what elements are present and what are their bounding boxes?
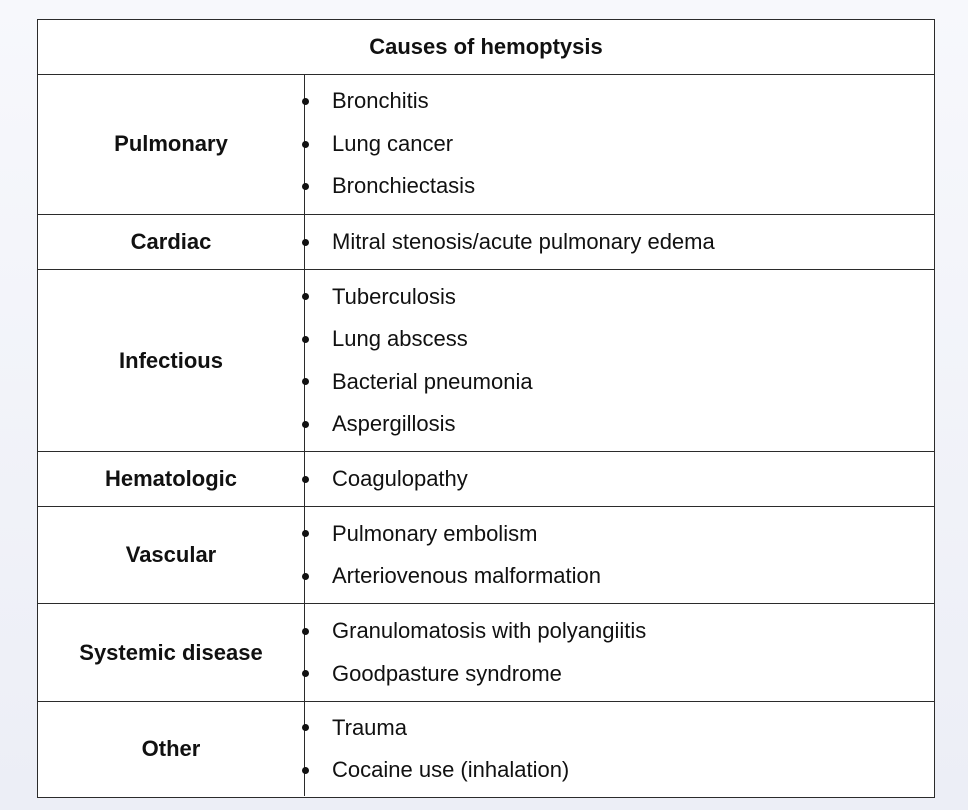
list-item bbox=[305, 403, 934, 446]
list-item bbox=[305, 276, 934, 319]
item-text: Arteriovenous malformation bbox=[332, 563, 602, 588]
category-cell: Other bbox=[38, 702, 305, 796]
list-item bbox=[305, 318, 934, 361]
list-item bbox=[305, 361, 934, 404]
bullet-icon bbox=[302, 724, 309, 731]
list-item bbox=[305, 610, 934, 653]
item-text: Bronchitis bbox=[332, 88, 429, 114]
bullet-icon bbox=[302, 476, 309, 483]
items-cell bbox=[305, 452, 934, 506]
table-row-vascular bbox=[38, 507, 934, 604]
list-item bbox=[305, 123, 934, 166]
items-cell bbox=[305, 74, 934, 214]
list-item bbox=[305, 707, 934, 750]
bullet-icon bbox=[302, 421, 309, 428]
item-text: Cocaine use (inhalation) bbox=[332, 757, 570, 782]
list-item bbox=[305, 458, 934, 501]
items-cell bbox=[305, 507, 934, 603]
category-cell: Pulmonary bbox=[38, 74, 305, 214]
list-item bbox=[305, 513, 934, 556]
list-item bbox=[305, 165, 934, 208]
bullet-icon bbox=[302, 767, 309, 774]
list-item bbox=[305, 80, 934, 123]
item-text: Trauma bbox=[332, 714, 407, 740]
hemoptysis-causes-table bbox=[37, 19, 935, 798]
item-text: Aspergillosis bbox=[332, 411, 456, 436]
item-text: Granulomatosis with polyangiitis bbox=[332, 618, 647, 643]
list-item bbox=[305, 749, 934, 792]
table-row-cardiac bbox=[38, 215, 934, 270]
item-text: Lung abscess bbox=[332, 326, 468, 351]
item-text: Bacterial pneumonia bbox=[332, 368, 533, 394]
bullet-icon bbox=[302, 293, 309, 300]
category-cell: Systemic disease bbox=[38, 604, 305, 701]
bullet-icon bbox=[302, 573, 309, 580]
category-cell: Hematologic bbox=[38, 452, 305, 506]
category-cell: Infectious bbox=[38, 270, 305, 451]
item-text: Tuberculosis bbox=[332, 283, 456, 309]
bullet-icon bbox=[302, 239, 309, 246]
category-cell: Cardiac bbox=[38, 215, 305, 269]
list-item bbox=[305, 653, 934, 696]
item-text: Pulmonary embolism bbox=[332, 520, 538, 546]
bullet-icon bbox=[302, 530, 309, 537]
item-text: Lung cancer bbox=[332, 130, 454, 156]
bullet-icon bbox=[302, 141, 309, 148]
bullet-icon bbox=[302, 628, 309, 635]
bullet-icon bbox=[302, 378, 309, 385]
item-text: Goodpasture syndrome bbox=[332, 660, 562, 686]
bullet-icon bbox=[302, 183, 309, 190]
bullet-icon bbox=[302, 98, 309, 105]
items-cell bbox=[305, 215, 934, 269]
item-text: Coagulopathy bbox=[332, 465, 468, 491]
bullet-icon bbox=[302, 336, 309, 343]
table-row-other bbox=[38, 702, 934, 796]
list-item bbox=[305, 555, 934, 598]
bullet-icon bbox=[302, 670, 309, 677]
items-cell bbox=[305, 270, 934, 451]
list-item bbox=[305, 221, 934, 264]
category-cell: Vascular bbox=[38, 507, 305, 603]
items-cell bbox=[305, 604, 934, 701]
table-row-pulmonary bbox=[38, 74, 934, 215]
table-row-infectious bbox=[38, 270, 934, 452]
table-row-hematologic bbox=[38, 452, 934, 507]
item-text: Bronchiectasis bbox=[332, 173, 476, 199]
items-cell bbox=[305, 702, 934, 796]
table-title: Causes of hemoptysis bbox=[38, 20, 934, 75]
item-text: Mitral stenosis/acute pulmonary edema bbox=[332, 228, 715, 254]
table-row-systemic-disease bbox=[38, 604, 934, 702]
